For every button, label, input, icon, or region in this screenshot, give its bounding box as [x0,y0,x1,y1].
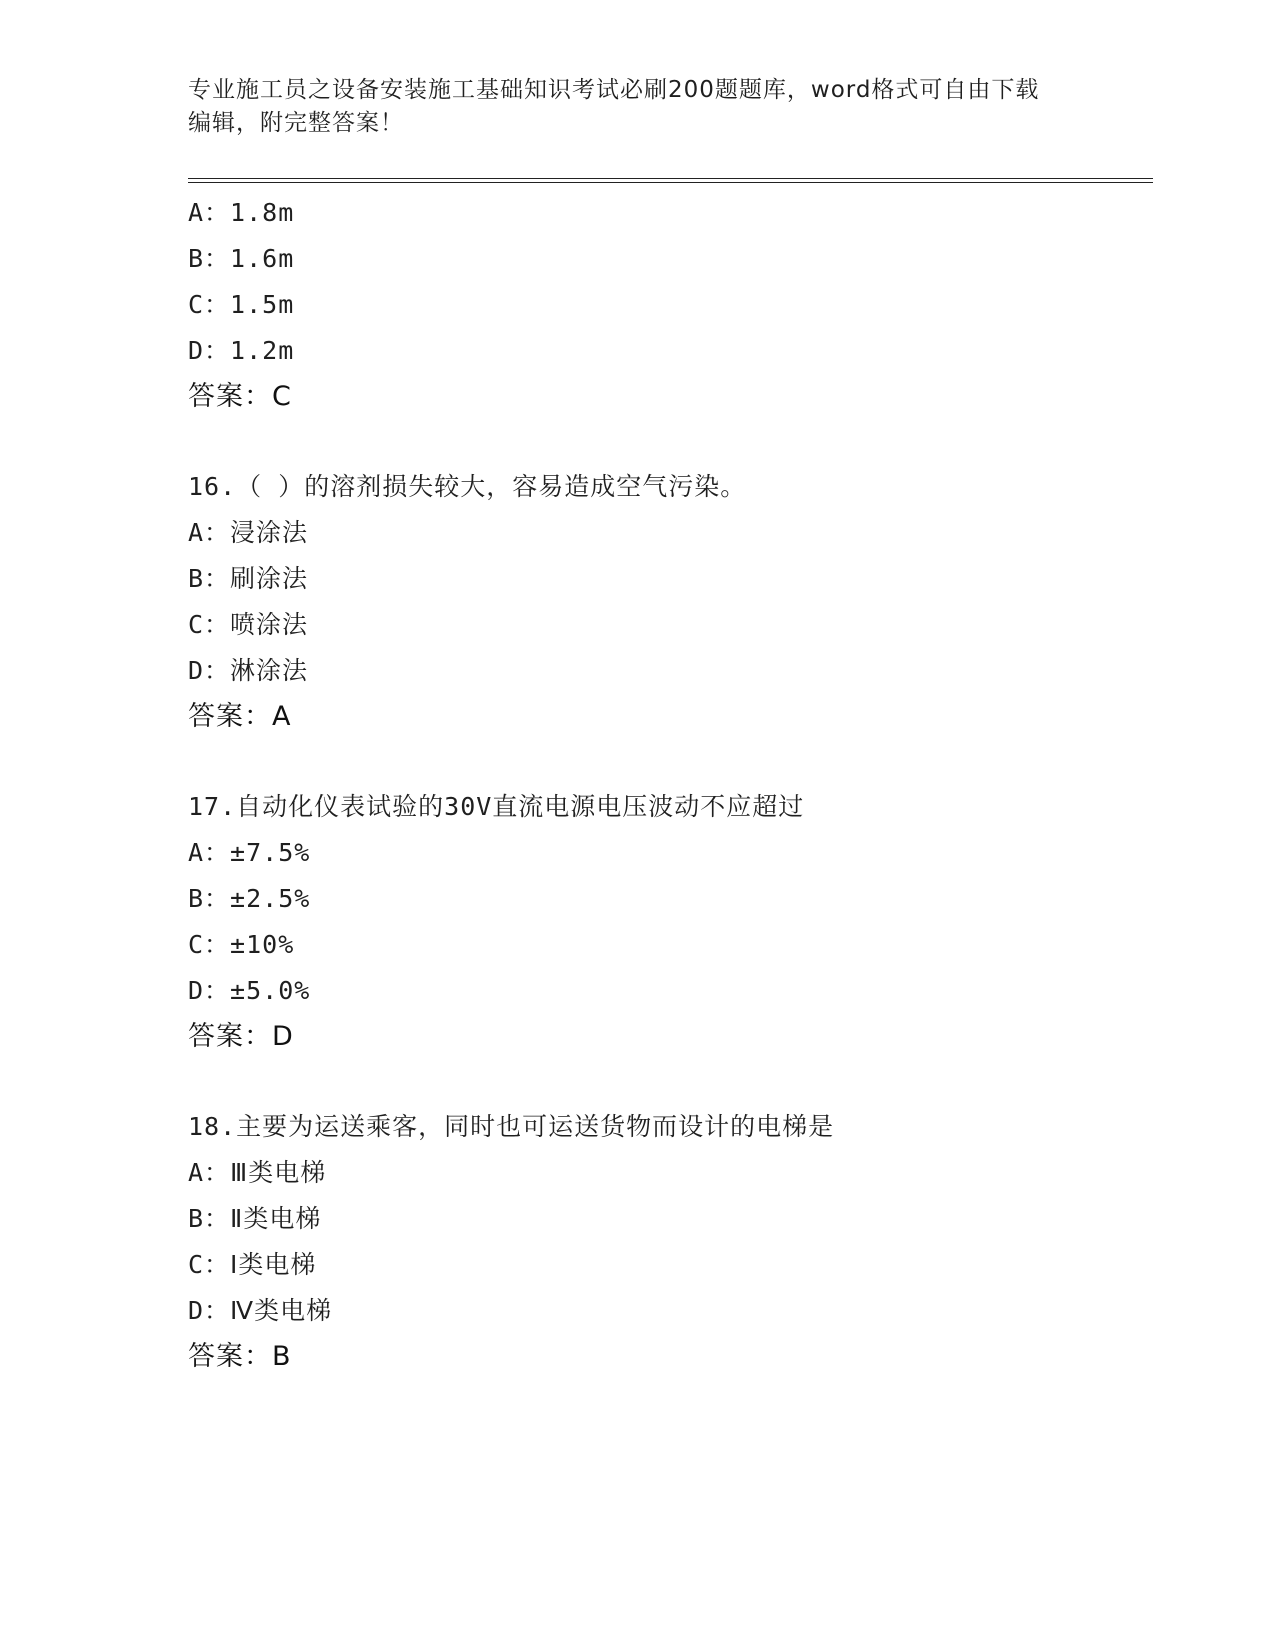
block-spacer [188,740,1148,784]
option-c: C：喷涂法 [188,610,309,639]
block-spacer [188,1060,1148,1104]
option-c: C：Ⅰ类电梯 [188,1250,317,1279]
option-a: A：Ⅲ类电梯 [188,1158,327,1187]
question-text: 16.（ ）的溶剂损失较大，容易造成空气污染。 [188,472,747,501]
answer-line: 答案：C [188,381,292,412]
question-text: 17.自动化仪表试验的30V直流电源电压波动不应超过 [188,792,805,821]
question-list [188,190,1148,1380]
option-d: D：±5.0% [188,976,311,1005]
option-d: D：Ⅳ类电梯 [188,1296,333,1325]
question-block-18 [188,1104,1148,1380]
option-a: A：浸涂法 [188,518,309,547]
option-b: B：±2.5% [188,884,311,913]
header-line-2: 编辑，附完整答案！ [188,110,404,136]
option-a: A：1.8m [188,198,295,227]
question-block-16 [188,464,1148,740]
answer-line: 答案：D [188,1021,294,1052]
option-d: D：淋涂法 [188,656,309,685]
answer-line: 答案：A [188,701,292,732]
option-a: A：±7.5% [188,838,311,867]
header-line-1: 专业施工员之设备安装施工基础知识考试必刷200题题库，word格式可自由下载 [188,77,1040,103]
header-divider-bottom [188,182,1153,183]
option-d: D：1.2m [188,336,295,365]
option-c: C：1.5m [188,290,295,319]
option-b: B：1.6m [188,244,295,273]
document-header [188,74,1088,140]
option-b: B：Ⅱ类电梯 [188,1204,322,1233]
header-divider-top [188,178,1153,179]
option-b: B：刷涂法 [188,564,309,593]
answer-line: 答案：B [188,1341,292,1372]
question-block-15 [188,190,1148,420]
question-block-17 [188,784,1148,1060]
option-c: C：±10% [188,930,295,959]
question-text: 18.主要为运送乘客，同时也可运送货物而设计的电梯是 [188,1112,835,1141]
block-spacer [188,420,1148,464]
